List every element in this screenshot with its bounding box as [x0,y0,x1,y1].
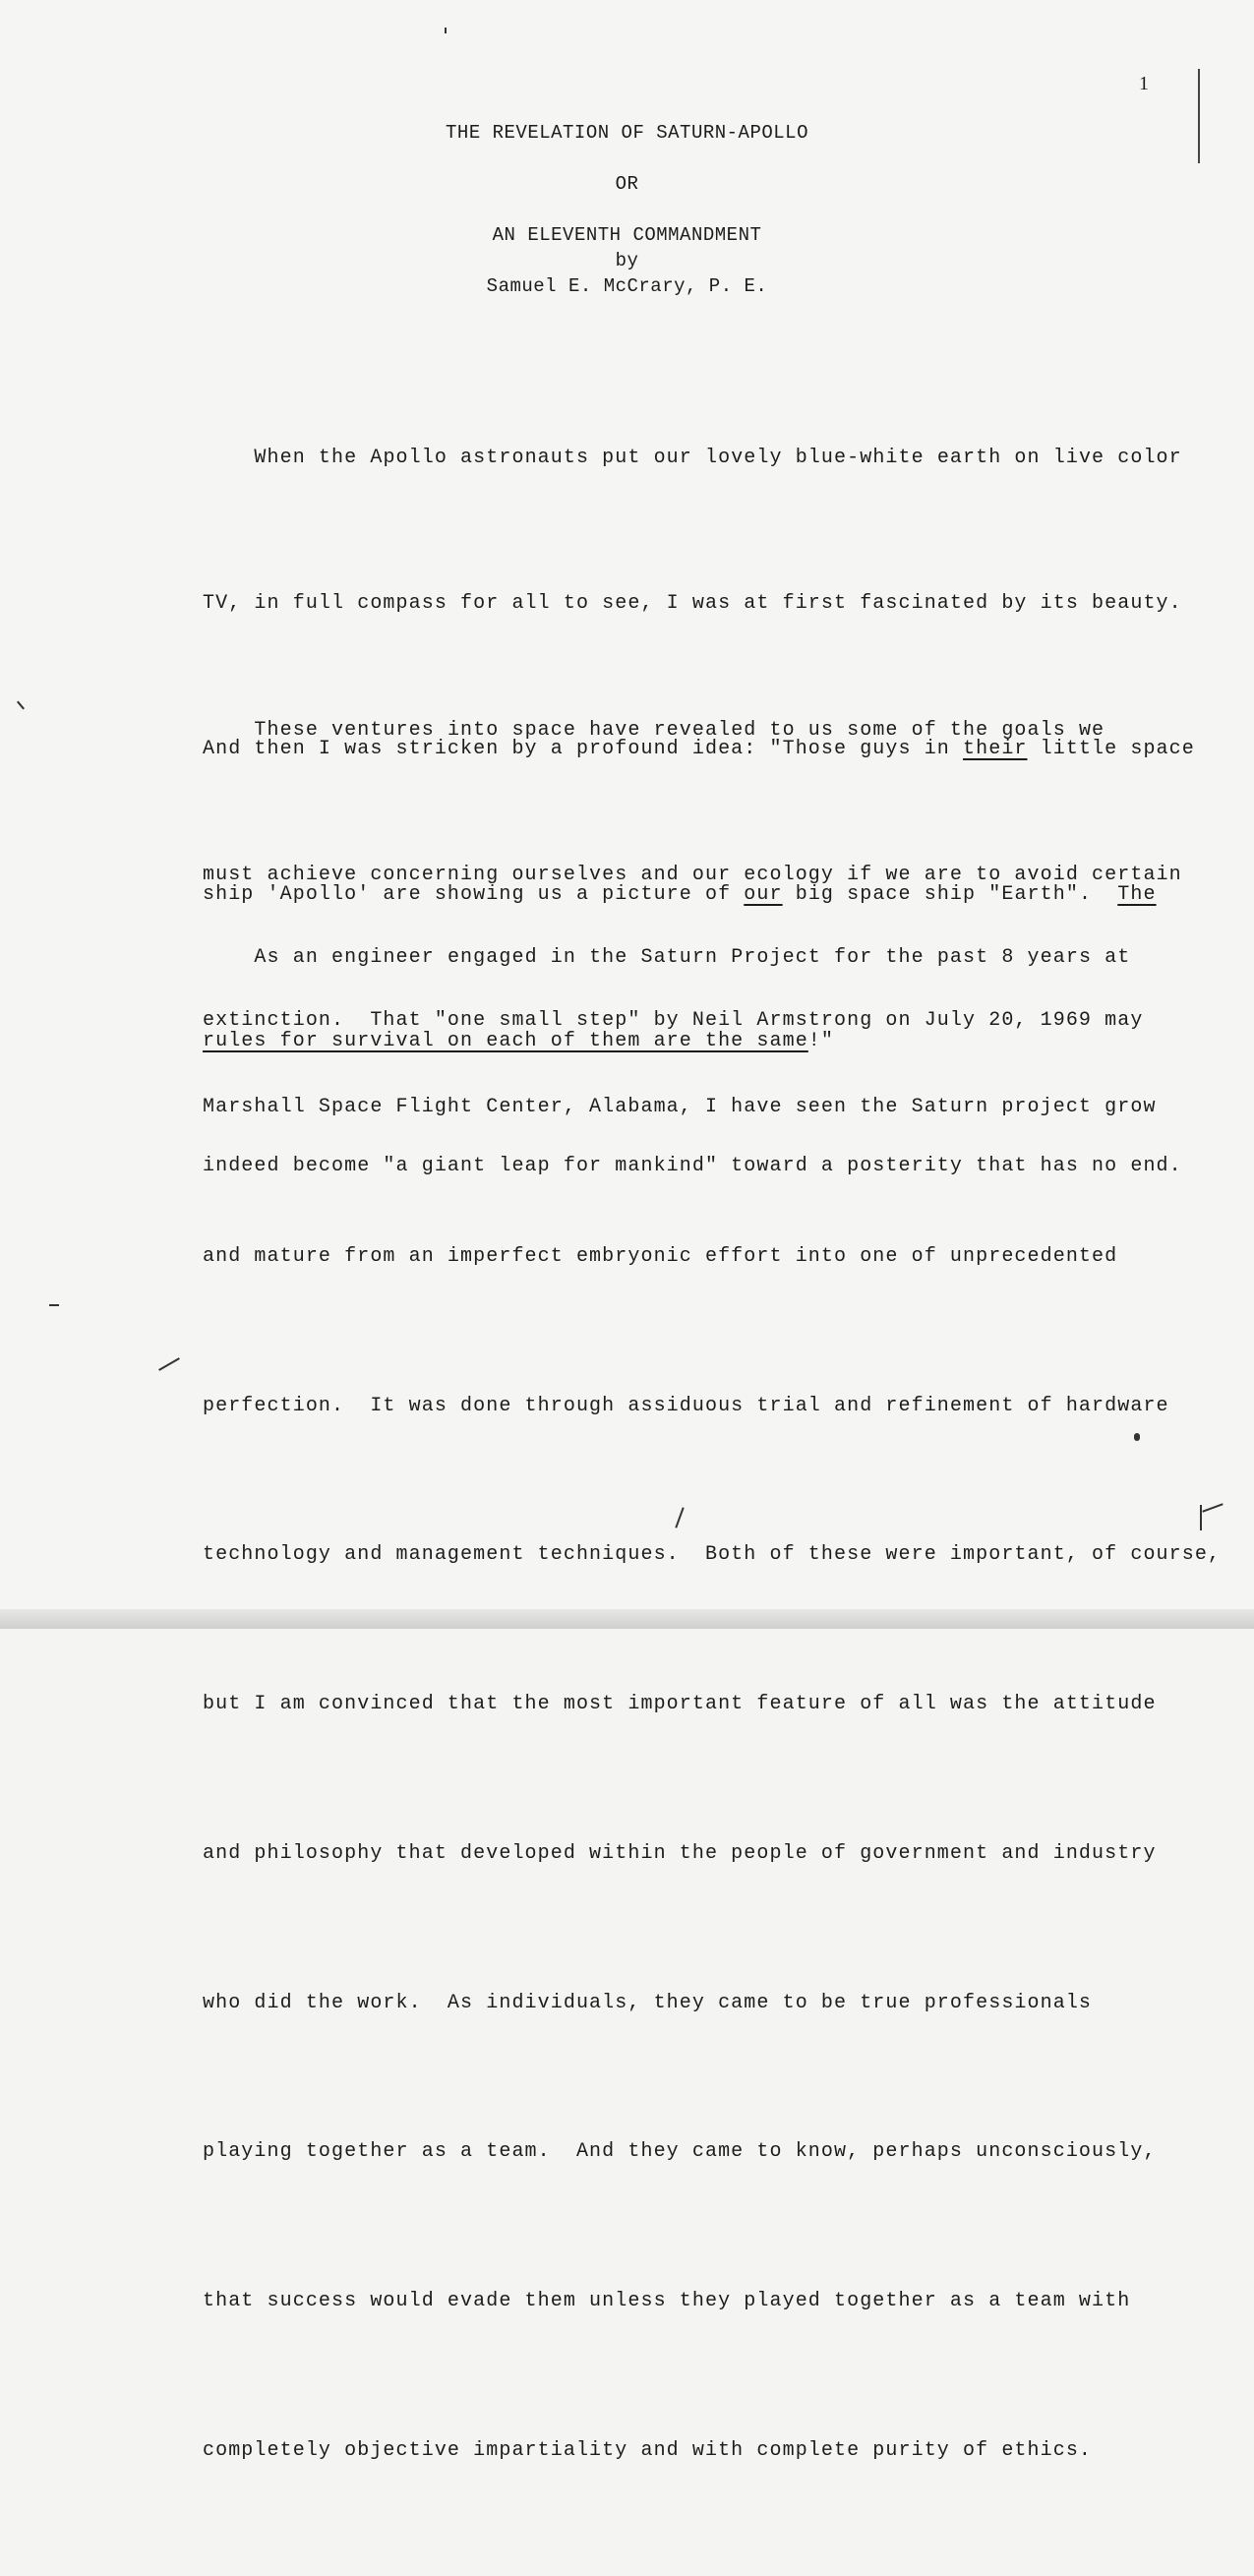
author-name: Samuel E. McCrary, P. E. [486,275,768,297]
line-text: big space ship "Earth". [782,883,1118,907]
margin-rule [1198,69,1200,163]
paragraph-line: perfection. It was done through assiduous trial and refinement of hardware [203,1394,1169,1417]
paragraph-line [203,933,1196,984]
paragraph-line: playing together as a team. And they came to know, perhaps unconsciously, [203,2140,1157,2164]
paragraph-line: who did the work. As individuals, they came to be true professionals [203,1991,1093,2014]
paragraph-line: indeed become "a giant leap for mankind" toward a posterity that has no end. [203,1155,1182,1178]
title-conjunction: OR [615,173,639,195]
byline-label: by [615,250,639,271]
paragraph-line: must achieve concerning ourselves and our ecology if we are to avoid certain [203,864,1182,887]
line-text: When the Apollo astronauts put our lovely blue-white earth on live color [254,446,1182,469]
paragraph-line: but I am convinced that the most important feature of all was the attitude [203,1693,1157,1716]
line-text: These ventures into space have revealed to us some of the goals we [254,718,1105,742]
paragraph-line [203,706,1196,754]
line-text: little space [1027,738,1195,761]
line-text: And then I was stricken by a profound idea: "Those guys in [203,738,964,761]
paragraph-line: and philosophy that developed within the people of government and industry [203,1841,1157,1865]
scan-speck [1134,1433,1140,1441]
paragraph-line: Marshall Space Flight Center, Alabama, I have seen the Saturn project grow [203,1095,1157,1118]
scan-speck [445,28,447,33]
line-text: ship 'Apollo' are showing us a picture of [203,883,745,907]
paragraph-line: extinction. That "one small step" by Neil Armstrong on July 20, 1969 may [203,1009,1144,1033]
scan-speck [17,701,25,710]
page-number: 1 [1139,73,1149,94]
line-text: As an engineer engaged in the Saturn Project for the past 8 years at [254,946,1131,970]
paragraph-line: that success would evade them unless they played together as a team with [203,2290,1131,2313]
line-text: !" [807,1029,835,1052]
paragraph-line: completely objective impartiality and with complete purity of ethics. [203,2439,1093,2462]
paragraph-3 [203,834,1222,2576]
document-title: THE REVELATION OF SATURN-APOLLO [446,122,808,144]
underlined-text: rules for survival on each of them are the same [203,1029,808,1052]
document-subtitle: AN ELEVENTH COMMANDMENT [492,224,762,246]
scan-speck [1200,1505,1202,1530]
paragraph-line: technology and management techniques. Both of these were important, of course, [203,1543,1222,1567]
scan-speck [158,1357,180,1371]
page-bottom-edge [0,1609,1254,1629]
paragraph-line: and mature from an imperfect embryonic effort into one of unprecedented [203,1244,1118,1268]
scan-speck [1202,1503,1223,1512]
paragraph-line: TV, in full compass for all to see, I was at first fascinated by its beauty. [203,592,1182,616]
underlined-text: their [963,738,1028,761]
scan-speck [49,1304,59,1306]
underlined-text: our [744,883,783,907]
paragraph-line [203,434,1196,482]
underlined-text: The [1117,883,1157,907]
